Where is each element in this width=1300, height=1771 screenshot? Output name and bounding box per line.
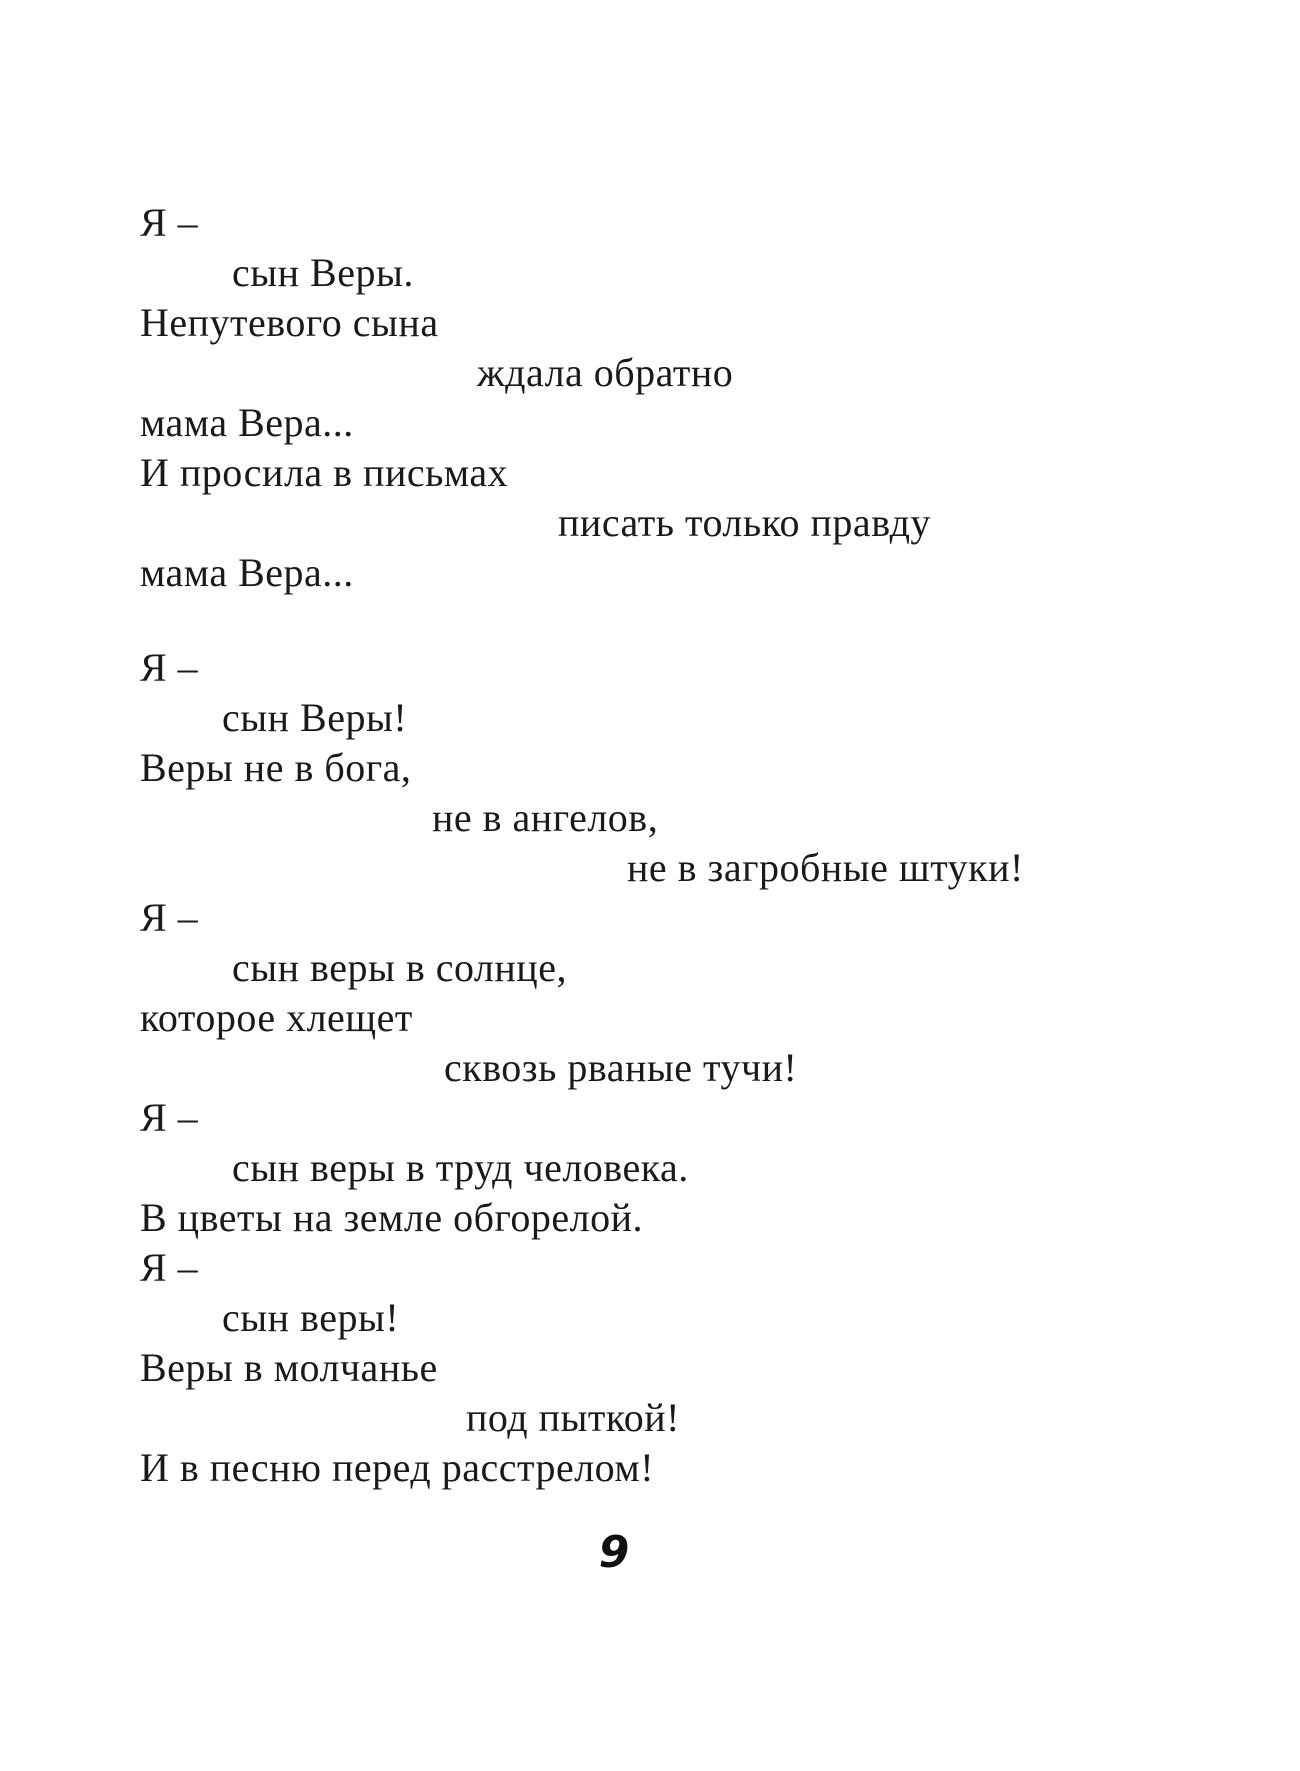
poem-line: И в песню перед расстрелом! xyxy=(140,1445,655,1490)
poem-line: сын веры! xyxy=(222,1295,400,1340)
poem-line: сын Веры. xyxy=(232,250,414,295)
poem-line: сын Веры! xyxy=(222,695,408,740)
poem-line: не в загробные штуки! xyxy=(627,845,1024,890)
poem-line: ждала обратно xyxy=(477,350,734,395)
poem-line: под пыткой! xyxy=(466,1395,680,1440)
poem-line: писать только правду xyxy=(558,500,931,545)
poem-line: не в ангелов, xyxy=(432,795,659,840)
poem-line: Веры в молчанье xyxy=(140,1345,438,1390)
poem-line: В цветы на земле обгорелой. xyxy=(140,1195,643,1240)
poem-line: которое хлещет xyxy=(140,995,413,1040)
poem-line: Я – xyxy=(140,1245,199,1290)
poem-line: И просила в письмах xyxy=(140,450,509,495)
poem-line: Я – xyxy=(140,645,199,690)
poem-line: Я – xyxy=(140,1095,199,1140)
poem-line: Непутевого сына xyxy=(140,300,439,345)
poem-line: мама Вера... xyxy=(140,400,354,445)
poem-line: сын веры в труд человека. xyxy=(232,1145,689,1190)
poem-line: сын веры в солнце, xyxy=(232,945,567,990)
poem-line: мама Вера... xyxy=(140,550,354,595)
poem-line: Я – xyxy=(140,200,199,245)
poem-line: сквозь рваные тучи! xyxy=(444,1045,798,1090)
poem-line: Веры не в бога, xyxy=(140,745,412,790)
page-number: 9 xyxy=(598,1527,630,1578)
poem-line: Я – xyxy=(140,895,199,940)
